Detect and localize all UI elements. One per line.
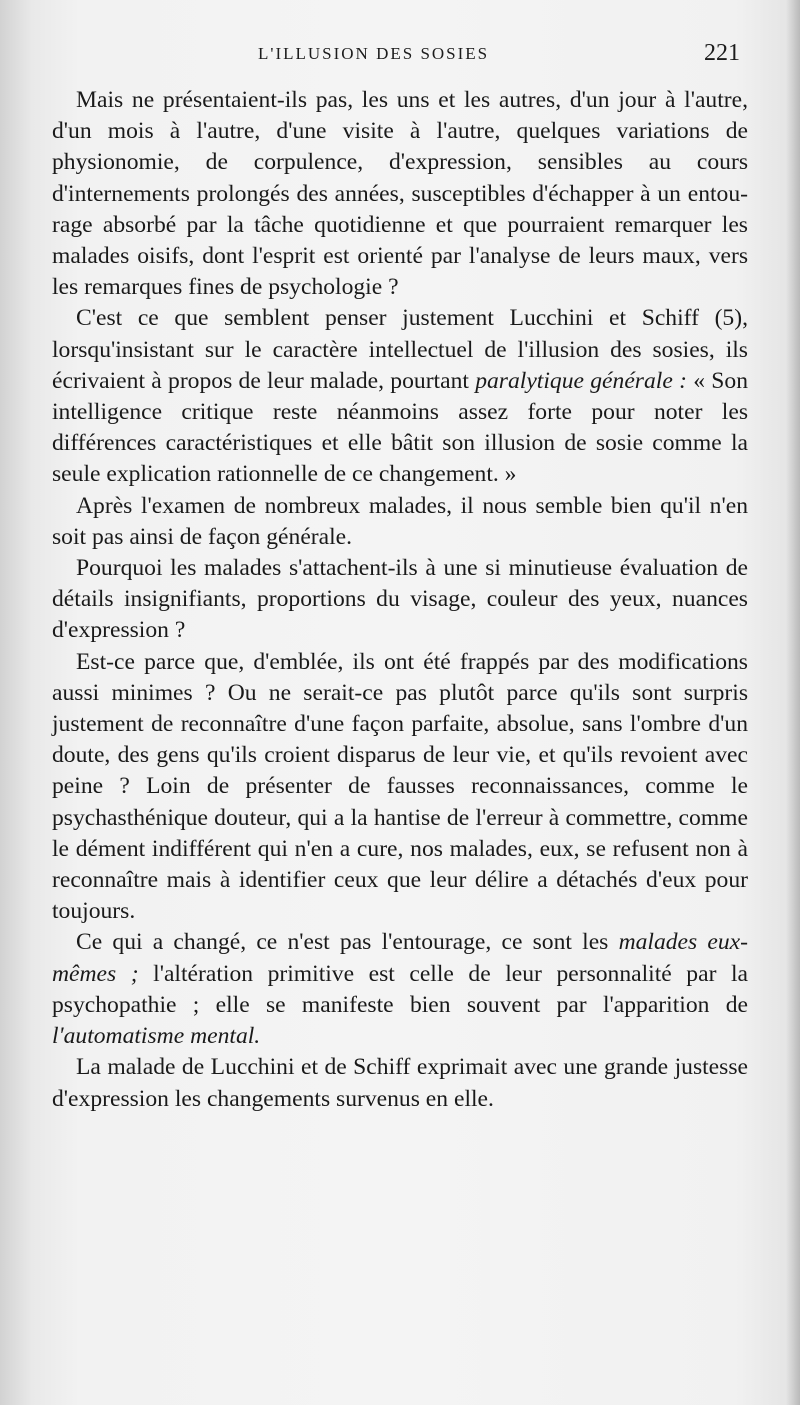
- paragraph-text: l'altération primitive est celle de leur personnalité par la psychopathie ; elle se manifeste bien souvent par l'apparition de: [52, 960, 748, 1018]
- body-text: [52, 85, 748, 1115]
- paragraph-lucchini-schiff: [52, 303, 748, 490]
- page-number: 221: [704, 40, 740, 66]
- paragraph-text: Est-ce parce que, d'emblée, ils ont été frappés par des modifications aussi minimes ? Ou ne serait-ce pas plutôt parce qu'ils sont surpris justement de reconnaître d'une façon parfaite, absolue, sans l'ombre d'un doute, des gens qu'ils croient disparus de leur vie, et qu'ils revoient avec peine ? Loin de présenter de fausses reconnaissances, comme le psychasthénique douteur, qui a la hantise de l'erreur à commettre, comme le dément indifférent qui n'en a cure, nos malades, eux, se refusent non à reconnaître mais à identifier ceux que leur délire a détachés d'eux pour toujours.: [52, 648, 748, 925]
- italic-phrase: l'automatisme mental.: [52, 1023, 261, 1050]
- paragraph-ce-qui-a-change: [52, 927, 748, 1052]
- italic-phrase: paralytique générale :: [475, 367, 687, 394]
- paragraph-sosies-variations: [52, 85, 748, 303]
- paragraph-text: La malade de Lucchini et de Schiff exprimait avec une grande justesse d'expression les changements survenus en elle.: [52, 1054, 748, 1112]
- paragraph-text: « Son intelligence critique reste néanmoins assez forte pour noter les différences caractéristiques et elle bâtit son illusion de sosie comme la seule explication rationnelle de ce changement. »: [52, 367, 748, 488]
- paragraph-est-ce-parce-que: [52, 647, 748, 928]
- paragraph-text: C'est ce que semblent penser justement Lucchini et Schiff (5), lorsqu'insistant sur le caractère intellectuel de l'illusion des sosies, ils écrivaient à propos de leur malade, pourtant: [52, 305, 748, 394]
- paragraph-text: Ce qui a changé, ce n'est pas l'entourage, ce sont les: [76, 929, 619, 956]
- running-title: L'ILLUSION DES SOSIES: [258, 44, 490, 63]
- running-head: [56, 40, 744, 76]
- paragraph-la-malade: [52, 1052, 748, 1114]
- italic-phrase: malades eux-mêmes ;: [52, 929, 748, 987]
- paragraph-pourquoi: [52, 553, 748, 647]
- paragraph-text: Après l'examen de nombreux malades, il nous semble bien qu'il n'en soit pas ainsi de façon générale.: [52, 492, 748, 550]
- paragraph-text: Mais ne présentaient-ils pas, les uns et les autres, d'un jour à l'autre, d'un mois à l'autre, d'une visite à l'autre, quelques variations de physionomie, de corpulence, d'expression, sensibles au cours d'internements prolongés des années, susceptibles d'échapper à un entourage absorbé par la tâche quotidienne et que pourraient remarquer les malades oisifs, dont l'esprit est orienté par l'analyse de leurs maux, vers les remarques fines de psychologie ?: [52, 87, 748, 301]
- paragraph-text: Pourquoi les malades s'attachent-ils à une si minutieuse évaluation de détails insignifiants, proportions du visage, couleur des yeux, nuances d'expression ?: [52, 555, 748, 644]
- paragraph-examen: [52, 491, 748, 553]
